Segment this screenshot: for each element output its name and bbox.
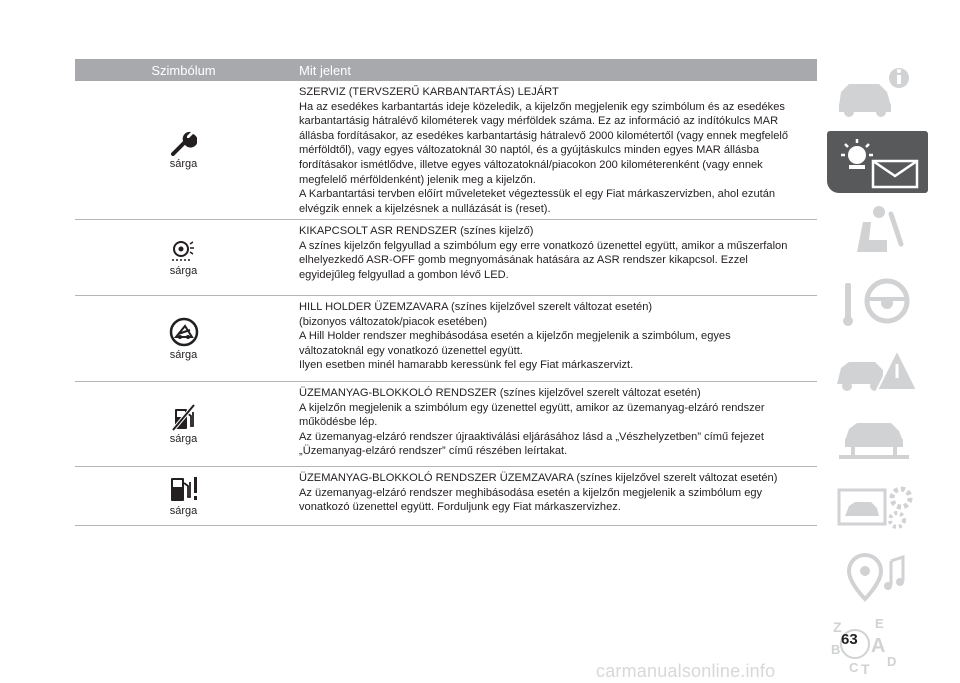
text-line: változatoknál egy vonatkozó üzenettel együtt.: [299, 344, 523, 357]
svg-text:B: B: [831, 642, 841, 657]
text-line: HILL HOLDER ÜZEMZAVARA (színes kijelzővel szerelt változat esetén): [299, 301, 653, 313]
svg-text:T: T: [861, 661, 870, 676]
page-number: 63: [841, 631, 858, 648]
watermark: carmanualsonline.info: [596, 661, 776, 681]
text-line: (bizonyos változatok/piacok esetében): [299, 315, 488, 328]
symbol-cell: [75, 220, 292, 295]
symbol-color-label: sárga: [169, 505, 198, 517]
table-row: [75, 220, 817, 296]
text-line: elhelyezkedő ASR-OFF gomb megnyomásának hatására az ASR rendszer kikapcsol. Ezzel: [299, 254, 748, 267]
text-line: A kijelzőn megjelenik a szimbólum egy üzenettel együtt, amikor az üzemanyag-elzáró rendszer: [299, 401, 765, 414]
symbol-color-label: sárga: [169, 264, 198, 277]
text-line: A színes kijelzőn felgyullad a szimbólum egy erre vonatkozó üzenettel együtt, amikor a műszerfalon: [299, 239, 788, 252]
meaning-cell: [292, 467, 817, 525]
table-header: [75, 59, 817, 81]
symbol-cell: [75, 296, 292, 381]
tab-multimedia[interactable]: [827, 545, 928, 607]
svg-text:E: E: [875, 616, 884, 631]
text-line: fordításakor ismétlődve, illetve egyes változatoknál/piacokon 200 kilométerenként (vagy ennek: [299, 158, 763, 171]
key-steering-wheel-icon: [827, 269, 928, 331]
hill-holder-icon: [169, 317, 199, 347]
meaning-cell: [292, 220, 817, 295]
text-line: „Üzemanyag-elzáró rendszer” című részében leírtakat.: [299, 445, 568, 458]
text-line: KIKAPCSOLT ASR RENDSZER (színes kijelző): [299, 225, 534, 237]
tab-emergency[interactable]: [827, 338, 928, 400]
table-row: [75, 382, 817, 467]
tab-safety[interactable]: [827, 200, 928, 262]
meaning-cell: [292, 81, 817, 219]
symbol-color-label: sárga: [169, 348, 198, 361]
tab-warning-lights[interactable]: [827, 131, 928, 193]
svg-text:Z: Z: [833, 619, 842, 635]
symbol-color-label: sárga: [169, 158, 198, 170]
text-line: A Hill Holder rendszer meghibásodása esetén a kijelzőn megjelenik a szimbólum, egyes: [299, 330, 731, 343]
table-row: [75, 81, 817, 220]
text-line: ÜZEMANYAG-BLOKKOLÓ RENDSZER (színes kijelzővel szerelt változat esetén): [299, 387, 701, 399]
symbol-cell: [75, 467, 292, 525]
table-row: [75, 296, 817, 382]
meaning-cell: [292, 296, 817, 381]
text-line: elvégzik ennek a kijelzésnek a nullázását is (reset).: [299, 202, 551, 215]
tab-technical-data[interactable]: [827, 476, 928, 538]
car-specs-gears-icon: [827, 476, 928, 538]
wrench-icon: [171, 130, 197, 156]
car-info-icon: [827, 62, 928, 124]
symbol-cell: [75, 81, 292, 219]
tab-maintenance[interactable]: [827, 407, 928, 469]
asr-off-icon: [169, 239, 199, 263]
header-meaning: Mit jelent: [299, 62, 352, 78]
text-line: állásba fordításakor, az esedékes karbantartásig hátralevő 2000 kilométertől (vagy ennek megfelelő: [299, 129, 789, 142]
fuel-cutoff-failure-icon: [169, 475, 199, 503]
text-line: A Karbantartási tervben előírt műveleteket végeztessük el egy Fiat márkaszervizben, ahol ezután: [299, 188, 776, 201]
text-line: megfelelő mérföldenként) jelenik meg a kijelzőn.: [299, 173, 536, 186]
svg-text:C: C: [849, 660, 859, 675]
car-warning-triangle-icon: [827, 338, 928, 400]
text-line: Az üzemanyag-elzáró rendszer újraaktiválási eljárásához lásd a „Vészhelyzetben” című fejezet: [299, 430, 764, 443]
chapter-tabs: [827, 62, 928, 683]
car-lift-icon: [827, 407, 928, 469]
navigation-music-icon: [827, 545, 928, 607]
svg-text:A: A: [871, 635, 886, 657]
text-line: Ha az esedékes karbantartás ideje közeledik, a kijelzőn megjelenik egy szimbólum és az esedékes: [299, 100, 785, 113]
svg-text:D: D: [887, 654, 897, 669]
table-row: [75, 467, 817, 526]
text-line: egyidejűleg felgyullad a gombon lévő LED.: [299, 268, 509, 281]
text-line: mérföldtől), vagy egyes változatoknál 30 naptól, és a gyújtáskulcs minden egyes MAR állásba: [299, 144, 760, 157]
tab-car-info[interactable]: [827, 62, 928, 124]
header-symbol: Szimbólum: [151, 62, 216, 78]
warning-lights-table: [75, 59, 817, 526]
text-line: ÜZEMANYAG-BLOKKOLÓ RENDSZER ÜZEMZAVARA (színes kijelzővel szerelt változat esetén): [299, 472, 778, 484]
fuel-cutoff-icon: [172, 403, 196, 431]
text-line: karbantartásig hátralévő kilométerek vagy mérföldek száma. Ez az információ az indítókulcs MAR: [299, 115, 779, 128]
meaning-cell: [292, 382, 817, 466]
text-line: Az üzemanyag-elzáró rendszer meghibásodása esetén a kijelzőn megjelenik a szimbólum egy: [299, 486, 763, 499]
symbol-color-label: sárga: [169, 433, 198, 445]
seat-airbag-icon: [827, 200, 928, 262]
text-line: Ilyen esetben minél hamarabb keressünk fel egy Fiat márkaszervizt.: [299, 359, 634, 372]
text-line: SZERVIZ (TERVSZERŰ KARBANTARTÁS) LEJÁRT: [299, 86, 559, 98]
symbol-cell: [75, 382, 292, 466]
warning-light-message-icon: [827, 131, 928, 193]
text-line: vonatkozó üzenettel együtt. Forduljunk egy Fiat márkaszervizhez.: [299, 501, 621, 514]
text-line: működésbe lép.: [299, 416, 378, 429]
tab-starting-driving[interactable]: [827, 269, 928, 331]
